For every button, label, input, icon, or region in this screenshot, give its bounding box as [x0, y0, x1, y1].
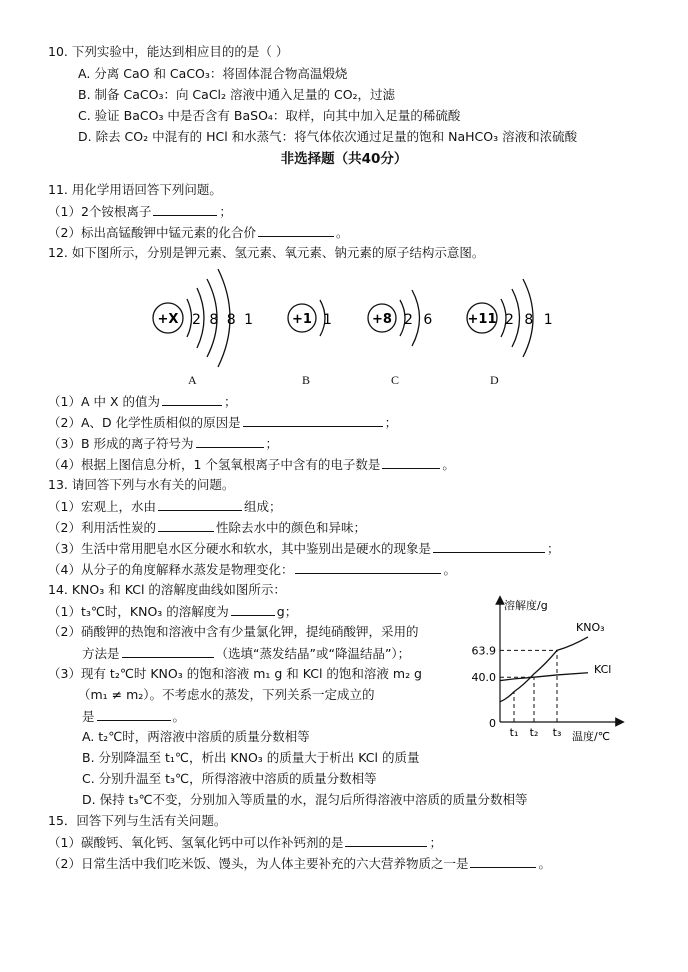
atom-d-electrons: 2 8 1 [505, 312, 556, 328]
answer-blank[interactable] [258, 224, 334, 237]
q10-option-a: A. 分离 CaO 和 CaCO₃：将固体混合物高温煅烧 [78, 66, 348, 81]
answer-blank[interactable] [158, 498, 242, 511]
q13-part2: （2）利用活性炭的 性除去水中的颜色和异味； [48, 520, 366, 535]
atom-label-b: B [302, 373, 311, 387]
q11-part2: （2）标出高锰酸钾中锰元素的化合价 。 [48, 225, 349, 240]
series-line-kno3 [500, 637, 588, 702]
answer-blank[interactable] [153, 203, 217, 216]
answer-blank[interactable] [243, 414, 383, 427]
answer-blank[interactable] [470, 855, 536, 868]
q10-stem: 10. 下列实验中，能达到相应目的的是（ ） [48, 44, 289, 59]
series-label-kno3: KNO₃ [576, 621, 605, 634]
atom-label-c: C [391, 373, 400, 387]
q11-part1: （1）2个铵根离子 ； [48, 204, 232, 219]
q14-option-d: D. 保持 t₃℃不变，分别加入等质量的水，混匀后所得溶液中溶质的质量分数相等 [82, 792, 528, 807]
q14-part1: （1）t₃℃时，KNO₃ 的溶解度为 g； [48, 604, 298, 619]
answer-blank[interactable] [122, 645, 214, 658]
q11-stem: 11. 用化学用语回答下列问题。 [48, 182, 222, 197]
y-tick-label: 40.0 [471, 671, 496, 685]
atom-d-nucleus: +11 [467, 312, 497, 327]
q12-part4: （4）根据上图信息分析，1 个氢氧根离子中含有的电子数是 。 [48, 457, 455, 472]
section-title: 非选择题（共40分） [280, 151, 408, 167]
q12-part1: （1）A 中 X 的值为 ； [48, 394, 237, 409]
atom-a-nucleus: +X [157, 312, 179, 327]
answer-blank[interactable] [433, 540, 545, 553]
origin-label: 0 [489, 717, 496, 730]
atom-a-electrons: 2 8 8 1 [192, 312, 255, 328]
atom-c-nucleus: +8 [372, 312, 392, 327]
q14-part3-line1: （3）现有 t₂℃时 KNO₃ 的饱和溶液 m₁ g 和 KCl 的饱和溶液 m₂ g [48, 666, 422, 681]
q14-part3-line3: 是 。 [82, 709, 186, 724]
y-axis-label: 溶解度/g [504, 599, 548, 612]
q13-stem: 13. 请回答下列与水有关的问题。 [48, 477, 235, 492]
q10-option-d: D. 除去 CO₂ 中混有的 HCl 和水蒸气：将气体依次通过足量的饱和 NaHCO₃ 溶液和浓硫酸 [78, 129, 578, 144]
q12-stem: 12. 如下图所示，分别是钾元素、氢元素、氧元素、钠元素的原子结构示意图。 [48, 245, 485, 260]
x-tick-label: t₃ [552, 726, 562, 739]
q15-part2: （2）日常生活中我们吃米饭、馒头，为人体主要补充的六大营养物质之一是 。 [48, 856, 551, 871]
q14-part3-line2: （m₁ ≠ m₂）。不考虑水的蒸发，下列关系一定成立的 [78, 687, 375, 702]
atom-b-electrons: 1 [323, 312, 332, 328]
answer-blank[interactable] [97, 708, 171, 721]
atom-label-d: D [490, 373, 499, 387]
atom-label-a: A [188, 373, 197, 387]
series-line-kcl [500, 673, 588, 681]
answer-blank[interactable] [158, 519, 214, 532]
q14-stem: 14. KNO₃ 和 KCl 的溶解度曲线如图所示： [48, 582, 286, 597]
q15-part1: （1）碳酸钙、氧化钙、氢氧化钙中可以作补钙剂的是 ； [48, 835, 442, 850]
q10-option-b: B. 制备 CaCO₃：向 CaCl₂ 溶液中通入足量的 CO₂，过滤 [78, 87, 396, 102]
answer-blank[interactable] [345, 834, 427, 847]
q14-part2-line2: 方法是 （选填“蒸发结晶”或“降温结晶”）； [82, 646, 411, 661]
solubility-chart [448, 592, 626, 750]
series-label-kcl: KCl [594, 663, 612, 676]
q14-part2-line1: （2）硝酸钾的热饱和溶液中含有少量氯化钾，提纯硝酸钾，采用的 [48, 624, 419, 639]
x-axis-label: 温度/℃ [572, 730, 611, 743]
answer-blank[interactable] [162, 393, 222, 406]
q10-option-c: C. 验证 BaCO₃ 中是否含有 BaSO₄：取样，向其中加入足量的稀硫酸 [78, 108, 461, 123]
q13-part4: （4）从分子的角度解释水蒸发是物理变化： 。 [48, 562, 456, 577]
x-tick-label: t₂ [529, 726, 539, 739]
q12-part2: （2）A、D 化学性质相似的原因是 ； [48, 415, 398, 430]
answer-blank[interactable] [196, 435, 264, 448]
q13-part1: （1）宏观上，水由 组成； [48, 499, 282, 514]
answer-blank[interactable] [382, 456, 440, 469]
x-tick-label: t₁ [509, 726, 519, 739]
q14-option-c: C. 分别升温至 t₃℃，所得溶液中溶质的质量分数相等 [82, 771, 377, 786]
q14-option-a: A. t₂℃时，两溶液中溶质的质量分数相等 [82, 729, 310, 744]
atom-c-electrons: 2 6 [404, 312, 436, 328]
y-tick-label: 63.9 [471, 644, 496, 658]
q12-part3: （3）B 形成的离子符号为 ； [48, 436, 279, 451]
answer-blank[interactable] [231, 603, 275, 616]
q13-part3: （3）生活中常用肥皂水区分硬水和软水，其中鉴别出是硬水的现象是 ； [48, 541, 560, 556]
q14-option-b: B. 分别降温至 t₁℃，析出 KNO₃ 的质量大于析出 KCl 的质量 [82, 750, 420, 765]
answer-blank[interactable] [295, 561, 441, 574]
atom-b-nucleus: +1 [292, 312, 312, 327]
q15-stem: 15．回答下列与生活有关问题。 [48, 813, 227, 828]
